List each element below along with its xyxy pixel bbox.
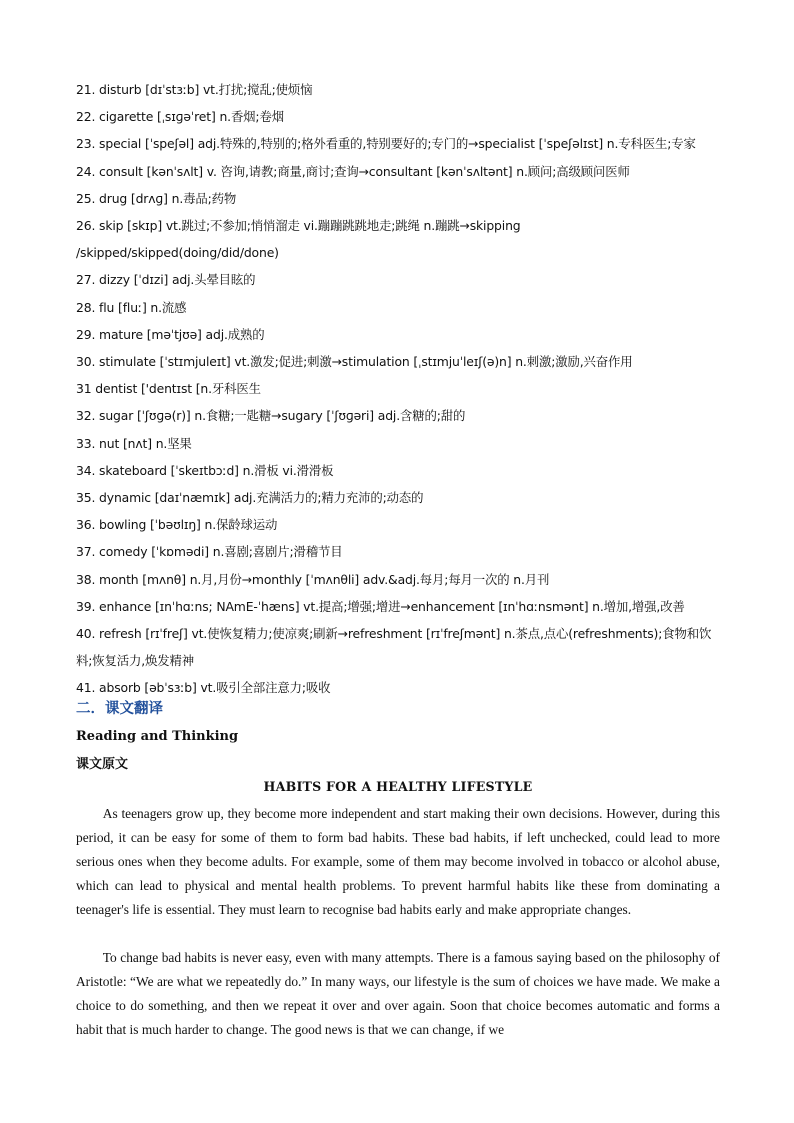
vocab-item: 35. dynamic [daɪˈnæmɪk] adj.充满活力的;精力充沛的;动态的 <box>76 490 424 506</box>
vocab-item: 41. absorb [əbˈsɜːb] vt.吸引全部注意力;吸收 <box>76 680 331 696</box>
sub-heading-reading: Reading and Thinking <box>76 729 239 744</box>
vocab-item: 25. drug [drʌɡ] n.毒品;药物 <box>76 190 237 206</box>
vocab-item: 37. comedy [ˈkɒmədi] n.喜剧;喜剧片;滑稽节目 <box>76 544 343 560</box>
article-title: HABITS FOR A HEALTHY LIFESTYLE <box>263 779 533 794</box>
vocab-item: 36. bowling [ˈbəʊlɪŋ] n.保龄球运动 <box>76 517 278 533</box>
vocab-item: 27. dizzy [ˈdɪzi] adj.头晕目眩的 <box>76 272 256 288</box>
vocab-item: 28. flu [fluː] n.流感 <box>76 299 187 315</box>
vocab-item: 23. special [ˈspeʃəl] adj.特殊的,特别的;格外看重的,特别要好的;专门的→specialist [ˈspeʃəlɪst] n.专科医生;专家 <box>76 136 696 152</box>
vocab-item: 38. month [mʌnθ] n.月,月份→monthly [ˈmʌnθli] adv.&adj.每月;每月一次的 n.月刊 <box>76 571 550 587</box>
vocab-item: 24. consult [kənˈsʌlt] v. 咨询,请教;商量,商讨;查询→consultant [kənˈsʌltənt] n.顾问;高级顾问医师 <box>76 163 630 179</box>
vocab-item: 22. cigarette [ˌsɪɡəˈret] n.香烟;卷烟 <box>76 109 284 125</box>
sub-heading-original: 课文原文 <box>76 757 129 772</box>
vocab-item: 33. nut [nʌt] n.坚果 <box>76 435 192 451</box>
vocab-item: 29. mature [məˈtjʊə] adj.成熟的 <box>76 326 265 342</box>
vocab-item: 40. refresh [rɪˈfreʃ] vt.使恢复精力;使凉爽;刷新→refreshment [rɪˈfreʃmənt] n.茶点,点心(refreshments);食物和饮料;恢复活力,焕发精神 <box>76 626 712 669</box>
vocab-item: 26. skip [skɪp] vt.跳过;不参加;悄悄溜走 vi.蹦蹦跳跳地走;跳绳 n.蹦跳→skipping /skipped/skipped(doing/did/done) <box>76 218 521 261</box>
vocab-item: 39. enhance [ɪnˈhɑːns; NAmE-ˈhæns] vt.提高;增强;增进→enhancement [ɪnˈhɑːnsmənt] n.增加,增强,改善 <box>76 598 685 614</box>
vocab-item: 32. sugar [ˈʃʊɡə(r)] n.食糖;一匙糖→sugary [ˈʃʊɡəri] adj.含糖的;甜的 <box>76 408 466 424</box>
article-paragraph: As teenagers grow up, they become more independent and start making their own decisions. However, during this period, it can be easy for some of them to form bad habits. These bad habits, if left unchecked, could lead to more serious ones when they become adults. For example, some of them may become involved in tobacco or alcohol abuse, which can lead to physical and mental health problems. To prevent harmful habits like these from dominating a teenager's life is essential. They must learn to recognise bad habits early and make appropriate changes. <box>76 806 720 917</box>
section-heading: 二．课文翻译 <box>76 701 163 717</box>
vocabulary-list <box>76 76 720 702</box>
vocab-item: 34. skateboard [ˈskeɪtbɔːd] n.滑板 vi.滑滑板 <box>76 462 334 478</box>
vocab-item: 31 dentist ['dentɪst [n.牙科医生 <box>76 381 261 397</box>
article-paragraph: To change bad habits is never easy, even with many attempts. There is a famous saying based on the philosophy of Aristotle: “We are what we repeatedly do.” In many ways, our lifestyle is the sum of choices we have made. We make a choice to do something, and then we repeat it over and over again. Soon that choice becomes automatic and forms a habit that is much harder to change. The good news is that we can change, if we <box>76 950 720 1037</box>
vocab-item: 21. disturb [dɪˈstɜːb] vt.打扰;搅乱;使烦恼 <box>76 82 313 97</box>
vocab-item: 30. stimulate [ˈstɪmjuleɪt] vt.激发;促进;刺激→stimulation [ˌstɪmjuˈleɪʃ(ə)n] n.刺激;激励,兴奋作用 <box>76 354 633 370</box>
